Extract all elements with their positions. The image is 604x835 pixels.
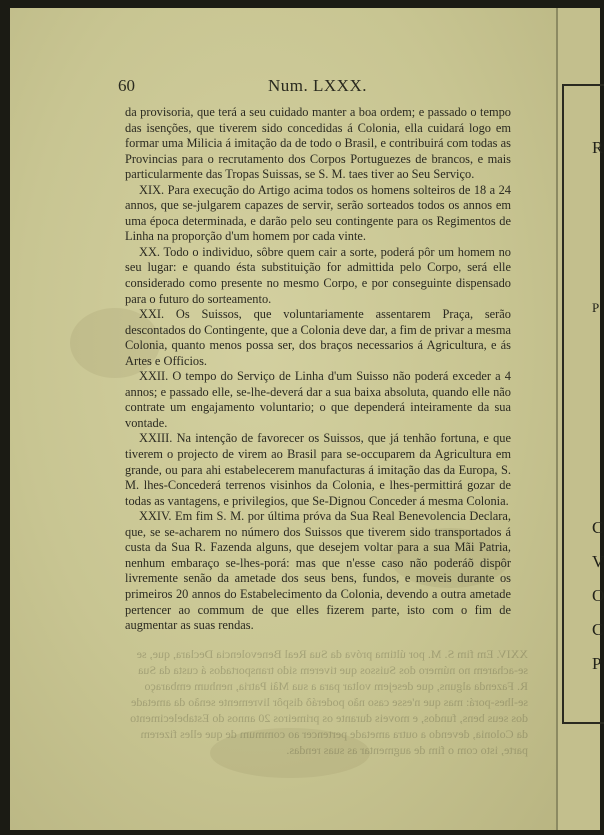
adjacent-page-frame [562, 84, 604, 724]
running-title: Num. LXXX. [268, 76, 367, 95]
adjacent-page [556, 8, 604, 830]
article-xxi: XXI. Os Suissos, que voluntariamente assentarem Praça, serão descontados do Contingente, que a Colonia deve dar, a fim de privar a mesma Colonia, quanto menos possa ser, dos braços necessarios á Agricultura, e ás Artes e Officios. [125, 307, 511, 368]
paragraph: da provisoria, que terá a seu cuidado manter a boa ordem; e passado o tempo das isenções, que tiverem sido concedidas á Colonia, ella cuidará logo em formar uma Milicia á imitação da de todo o Brasil, e contribuirá com todas as Provincias para o recrutamento dos Corpos Portuguezes de brancos, e mais particularmente das Tropas Suissas, se S. M. taes tiver ao Seu Serviço. [125, 105, 511, 182]
adjacent-page-letter: P [592, 654, 602, 673]
adjacent-page-letter: R [592, 138, 604, 157]
page-header [118, 76, 538, 100]
article-xix: XIX. Para execução do Artigo acima todos os homens solteiros de 18 a 24 annos, que se-julgarem capazes de servir, serão sorteados todos os annos em uma época determinada, e darão pelo seu contingente para os Regimentos de Linha na proporção d'um homem por cada vinte. [125, 182, 511, 244]
article-xxiv: XXIV. Em fim S. M. por última próva da Sua Real Benevolencia Declara, que, se se-acharem no número dos Suissos que tiverem sido transportados á custa da Sua R. Fazenda alguns, que desejem voltar para a sua Mãi Patria, nenhum embaraço se-lhes-porá: mas que n'esse caso não poderáõ dispôr livremente senão da ametade dos seus bens, fundos, e moveis durante os primeiros 20 annos do Estabelecimento da Colonia, devendo a outra ametade pertencer ao commum de que elles fizerem parte, isto com o fim de augmentar as suas rendas. [125, 509, 511, 633]
body-text [125, 105, 511, 634]
adjacent-page-letter: O [592, 586, 604, 605]
bleed-through-text [128, 646, 528, 758]
bleed-through-line: XXIV. Em fim S. M. por última próva da Sua Real Benevolencia Declara, que, se se-acharem no número dos Suissos que tiverem sido transportados á custa da Sua R. Fazenda alguns, que desejem voltar para a sua Mãi Patria, nenhum embaraço se-lhes-porá: mas que n'esse caso não poderáõ dispôr livremente senão da ametade dos seus bens, fundos, e moveis durante os primeiros 20 annos do Estabelecimento da Colonia, devendo a outra ametade pertencer ao commum de que elles fizerem parte, isto com o fim de augmentar as suas rendas. [130, 647, 528, 757]
page-number: 60 [118, 76, 135, 95]
article-xx: XX. Todo o individuo, sôbre quem cair a sorte, poderá pôr um homem no seu lugar: e quando ésta substituição for admittida pelo Corpo, será elle considerado como presente no mesmo Corpo, e por conseguinte dispensado para o futuro do sorteamento. [125, 244, 511, 306]
adjacent-page-letter: P [592, 300, 600, 315]
article-xxiii: XXIII. Na intenção de favorecer os Suissos, que já tenhão fortuna, e que tiverem o projecto de virem ao Brasil para se-occuparem da Agricultura em grande, ou para ahi estabelecerem manufacturas á imitação das da Europa, S. M. lhes-Concederá terrenos visinhos da Colonia, e lhes-permittirá gozar de todas as vantagens, e privilegios, que Se-Dignou Conceder á mesma Colonia. [125, 431, 511, 508]
adjacent-page-letter: V [592, 552, 604, 571]
adjacent-page-letter: C [592, 620, 604, 639]
article-xxii: XXII. O tempo do Serviço de Linha d'um Suisso não poderá exceder a 4 annos; e passado elle, se-lhe-deverá dar a sua baixa absoluta, quando elle não contrate um engajamento voluntario; o que dependerá inteiramente da sua vontade. [125, 369, 511, 430]
adjacent-page-letter: C [592, 518, 604, 537]
